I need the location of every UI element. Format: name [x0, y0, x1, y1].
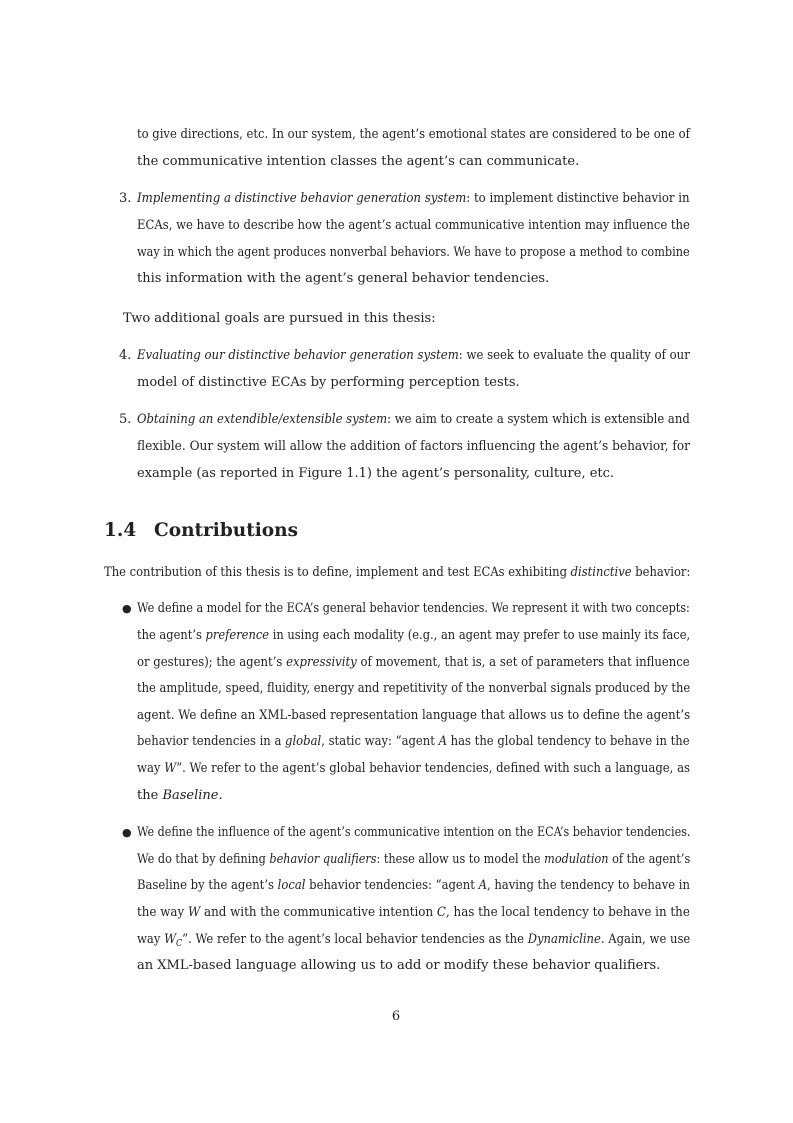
- text-line: [137, 734, 690, 750]
- italic-text: global: [285, 734, 322, 749]
- italic-text: preference: [205, 628, 270, 643]
- bullet-marker: ●: [122, 826, 132, 839]
- text: the: [137, 788, 163, 803]
- text: in using each modality (e.g., an agent may prefer to use mainly its face,: [269, 628, 691, 643]
- italic-text: behavior qualifiers: [269, 852, 377, 867]
- math-symbol: A: [438, 734, 447, 749]
- text: has the global tendency to behave in the: [446, 734, 690, 749]
- text: We do that by defining: [137, 852, 270, 867]
- italic-text: local: [277, 878, 306, 893]
- text: the way: [137, 905, 188, 920]
- text-line: to give directions, etc. In our system, the agent’s emotional states are considered to be one of: [137, 127, 690, 142]
- text-line: way in which the agent produces nonverbal behaviors. We have to propose a method to combine: [137, 245, 690, 260]
- text: ”. We refer to the agent’s global behavior tendencies, defined with such a language, as: [176, 761, 691, 776]
- text-line: the communicative intention classes the agent’s can communicate.: [137, 154, 580, 169]
- text-line: [137, 878, 690, 894]
- text-line: example (as reported in Figure 1.1) the agent’s personality, culture, etc.: [137, 466, 615, 481]
- italic-text: Implementing a distinctive behavior generation system: [137, 191, 467, 206]
- text: : to implement distinctive behavior in: [466, 191, 690, 206]
- text-line: [137, 852, 690, 868]
- text: way: [137, 761, 165, 776]
- bullet-marker: ●: [122, 602, 132, 615]
- text: ”. We refer to the agent’s local behavior tendencies as the: [182, 932, 528, 947]
- text-line: an XML-based language allowing us to add or modify these behavior qualifiers.: [137, 958, 661, 973]
- text-line: model of distinctive ECAs by performing perception tests.: [137, 375, 520, 390]
- text: the agent’s: [137, 628, 206, 643]
- text-line: Two additional goals are pursued in this thesis:: [123, 311, 436, 326]
- text-line: flexible. Our system will allow the addition of factors influencing the agent’s behavior, for: [137, 439, 690, 454]
- math-symbol: C: [436, 905, 446, 920]
- text-line: this information with the agent’s general behavior tendencies.: [137, 271, 550, 286]
- text: of movement, that is, a set of parameters that influence: [356, 655, 690, 670]
- text-line: [137, 412, 690, 428]
- text-line: [137, 191, 690, 207]
- text: The contribution of this thesis is to define, implement and test ECAs exhibiting: [104, 565, 571, 580]
- text: and with the communicative intention: [200, 905, 437, 920]
- text: , has the local tendency to behave in the: [445, 905, 690, 920]
- text: : we aim to create a system which is extensible and: [387, 412, 690, 427]
- text: , having the tendency to behave in: [486, 878, 690, 893]
- math-symbol: W: [164, 932, 177, 947]
- text-line: [137, 905, 690, 921]
- math-symbol: A: [478, 878, 487, 893]
- text-line: We define a model for the ECA’s general behavior tendencies. We represent it with two concepts:: [137, 601, 690, 616]
- text: .: [218, 788, 223, 803]
- text: : we seek to evaluate the quality of our: [458, 348, 690, 363]
- text: behavior tendencies: “agent: [305, 878, 479, 893]
- text-line: agent. We define an XML-based representation language that allows us to define the agent’s: [137, 708, 691, 723]
- math-symbol: W: [164, 761, 177, 776]
- list-number: 3.: [119, 191, 132, 206]
- text: behavior tendencies in a: [137, 734, 286, 749]
- text: behavior:: [631, 565, 691, 580]
- text-line: [137, 628, 690, 644]
- list-number: 5.: [119, 412, 132, 427]
- text-line: [104, 565, 690, 581]
- italic-text: distinctive: [570, 565, 632, 580]
- text-line: [137, 655, 690, 671]
- list-number: 4.: [119, 348, 132, 363]
- text-line: [137, 761, 690, 777]
- text-line: [137, 348, 690, 364]
- text-line: [137, 932, 690, 952]
- text-line: [137, 788, 223, 804]
- section-title: Contributions: [154, 520, 298, 541]
- section-number: 1.4: [104, 520, 137, 541]
- text: Baseline by the agent’s: [137, 878, 278, 893]
- text: way: [137, 932, 165, 947]
- italic-text: Evaluating our distinctive behavior generation system: [137, 348, 459, 363]
- math-symbol: W: [187, 905, 201, 920]
- text: : these allow us to model the: [376, 852, 545, 867]
- italic-text: modulation: [544, 852, 609, 867]
- text: or gestures); the agent’s: [137, 655, 287, 670]
- italic-text: Baseline: [162, 788, 219, 803]
- italic-text: Dynamicline: [527, 932, 601, 947]
- italic-text: Obtaining an extendible/extensible system: [137, 412, 388, 427]
- page-number: 6: [391, 1009, 401, 1024]
- italic-text: expressivity: [286, 655, 357, 670]
- text-line: the amplitude, speed, fluidity, energy and repetitivity of the nonverbal signals produced by the: [137, 681, 691, 696]
- text: of the agent’s: [608, 852, 691, 867]
- text-line: We define the influence of the agent’s communicative intention on the ECA’s behavior tendencies.: [137, 825, 691, 840]
- text: . Again, we use: [600, 932, 691, 947]
- text-line: ECAs, we have to describe how the agent’s actual communicative intention may influence the: [137, 218, 690, 233]
- text: , static way: “agent: [321, 734, 439, 749]
- math-subscript: C: [176, 939, 183, 949]
